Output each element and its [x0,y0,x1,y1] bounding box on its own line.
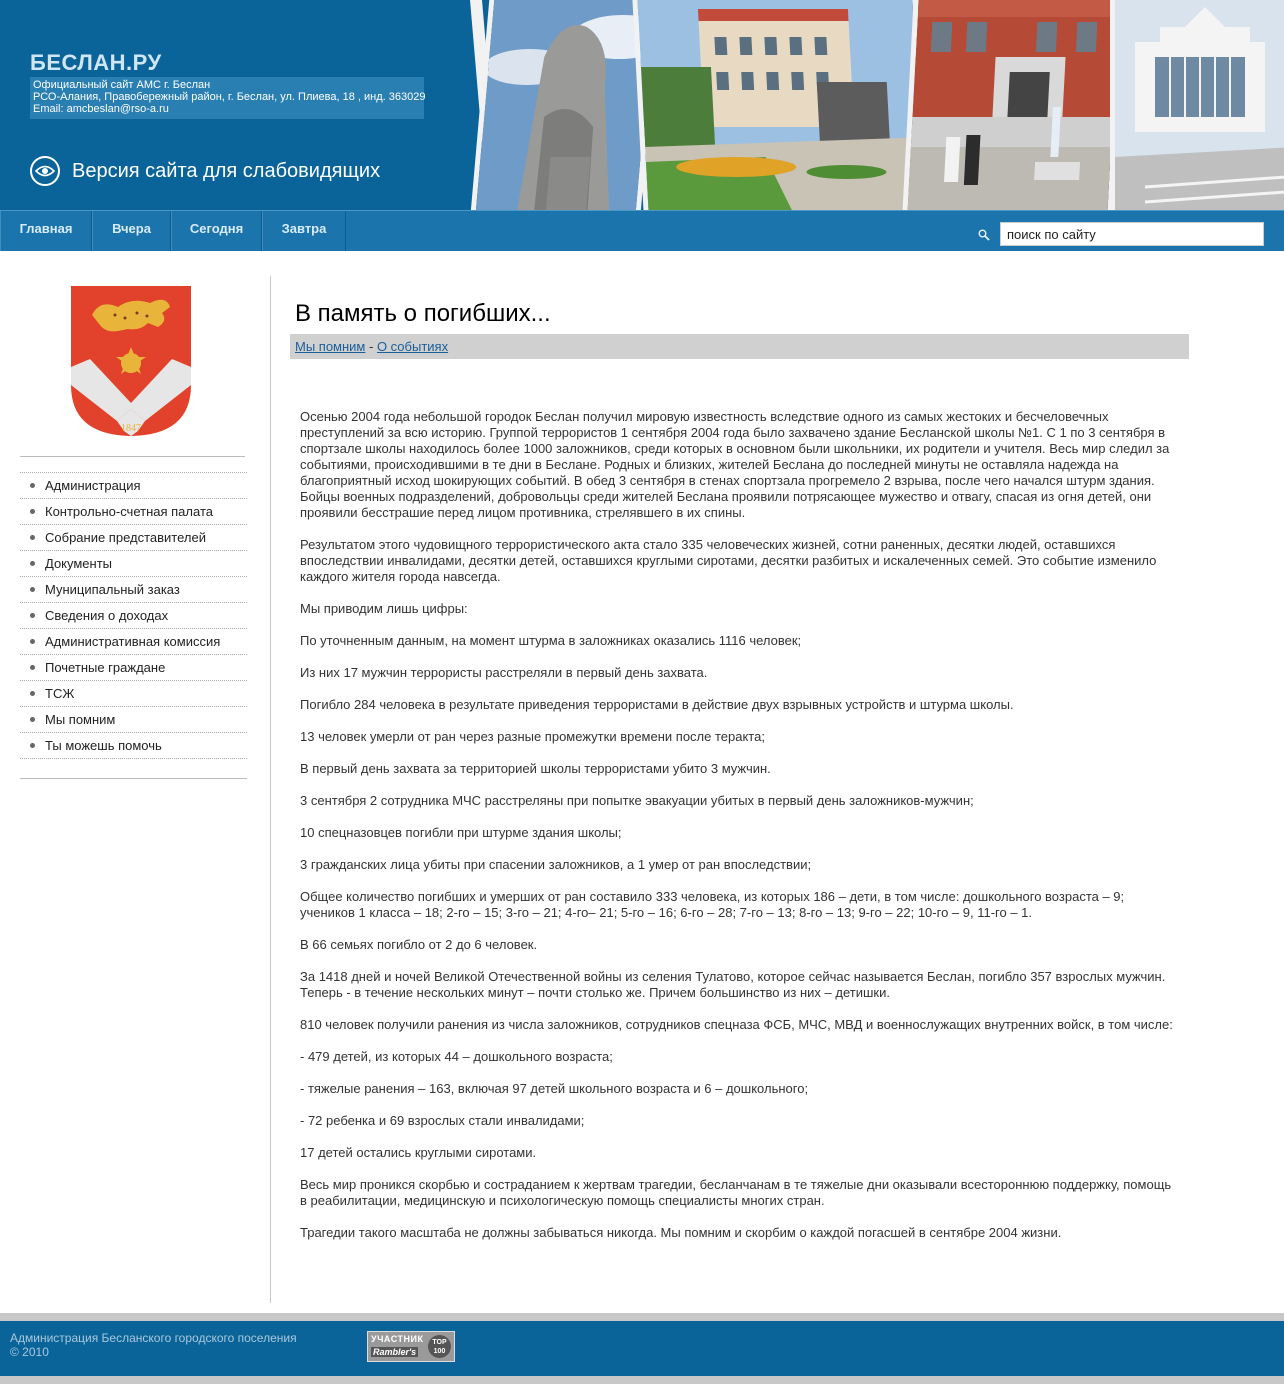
monument-photo [470,0,660,210]
breadcrumb [290,334,1189,359]
site-footer [0,1321,1284,1376]
article-paragraph: Погибло 284 человека в результате приведения террористами в действие двух взрывных устройств и штурма школы. [300,697,1014,712]
sidebar-item-administration[interactable]: Администрация [20,473,247,499]
article-paragraph: Общее количество погибших и умерших от ран составило 333 человека, из которых 186 – дети, в том числе: дошкольного возраста – 9; учеников 1 класса – 18; 2-го – 15; 3-го – 21; 4-го– 21; 5-го – 16; 6-го – 28; 7-го – 13; 8-го – 13; 9-го – 22; 10-го – 9, 11-го – 1. [300,889,1125,920]
site-info-line: Email: amcbeslan@rso-a.ru [33,103,169,115]
site-info-line: РСО-Алания, Правобережный район, г. Беслан, ул. Плиева, 18 , инд. 363029 [33,91,426,103]
sidebar-item-admin-commission[interactable]: Административная комиссия [20,629,247,655]
breadcrumb-link-we-remember[interactable]: Мы помним [295,339,366,354]
nav-today[interactable]: Сегодня [171,211,262,251]
breadcrumb-link-about-events[interactable]: О событиях [376,339,449,354]
article-paragraph: За 1418 дней и ночей Великой Отечественной войны из селения Тулатово, которое сейчас называется Беслан, погибло 357 взрослых мужчин. Теперь - в течение нескольких минут – почти столько же. Причем большинство из них – детишки. [300,969,1166,1000]
article-paragraph: Результатом этого чудовищного террористического акта стало 335 человеческих жизней, сотни раненных, десятки людей, оставшихся впоследствии инвалидами, десятки детей, оставшихся круглыми сиротами, десятки разбитых и искалеченных семей. Это событие изменило каждого жителя города навсегда. [300,537,1157,584]
article-body [300,409,1180,1257]
sidebar-item-you-can-help[interactable]: Ты можешь помочь [20,733,247,759]
site-contact-info [30,77,424,119]
article-paragraph: Из них 17 мужчин террористы расстреляли в первый день захвата. [300,665,708,680]
article-paragraph: - 72 ребенка и 69 взрослых стали инвалидами; [300,1113,585,1128]
administration-building-photo [902,0,1124,210]
article-paragraph: Весь мир проникся скорбью и состраданием к жертвам трагедии, бесланчанам в те тяжелые дни оказывали всестороннюю поддержку, помощь в реабилитации, медицинскую и психологическую помощь специалисты многих стран. [300,1177,1172,1208]
article-paragraph: 10 спецназовцев погибли при штурме здания школы; [300,825,622,840]
nav-tomorrow[interactable]: Завтра [262,211,346,251]
article-paragraph: 3 сентября 2 сотрудника МЧС расстреляны при попытке эвакуации убитых в первый день заложников-мужчин; [300,793,974,808]
sidebar-item-we-remember[interactable]: Мы помним [20,707,247,733]
footer-org-name: Администрация Бесланского городского поселения [10,1331,297,1345]
low-vision-label[interactable]: Версия сайта для слабовидящих [72,159,381,182]
coat-of-arms-logo [70,285,192,442]
badge-top100-label: TOP 100 [428,1335,451,1358]
header-photo-collage [470,0,1284,210]
nav-home[interactable]: Главная [0,211,92,251]
article-paragraph: 17 детей остались круглыми сиротами. [300,1145,537,1160]
sidebar-item-hoa[interactable]: ТСЖ [20,681,247,707]
footer-copyright [10,1331,297,1359]
footer-year: © 2010 [10,1345,49,1359]
article-paragraph: - тяжелые ранения – 163, включая 97 детей школьного возраста и 6 – дошкольного; [300,1081,809,1096]
breadcrumb-separator: - [365,339,377,354]
sidebar-item-assembly[interactable]: Собрание представителей [20,525,247,551]
article-paragraph: По уточненным данным, на момент штурма в заложниках оказались 1116 человек; [300,633,802,648]
article-paragraph: Мы приводим лишь цифры: [300,601,468,616]
sidebar-item-income-info[interactable]: Сведения о доходах [20,603,247,629]
article-paragraph: В 66 семьях погибло от 2 до 6 человек. [300,937,538,952]
nav-yesterday[interactable]: Вчера [92,211,171,251]
article-paragraph: 810 человек получили ранения из числа заложников, сотрудников спецназа ФСБ, МЧС, МВД и военнослужащих внутренних войск, в том числе: [300,1017,1173,1032]
footer-band [0,1313,1284,1321]
modern-building-photo [1110,0,1284,210]
rambler-top100-badge[interactable] [367,1331,455,1362]
low-vision-link[interactable] [30,156,380,186]
column-divider [270,276,271,1303]
article-paragraph: 13 человек умерли от ран через разные промежутки времени после теракта; [300,729,765,744]
site-title[interactable]: БЕСЛАН.РУ [30,50,162,75]
search-input[interactable] [1000,222,1264,246]
search-icon[interactable] [978,228,990,246]
sidebar-item-documents[interactable]: Документы [20,551,247,577]
article-paragraph: Осенью 2004 года небольшой городок Беслан получил мировую известность вследствие одного из самых жестоких и бесчеловечных преступлений за всю историю. Группой террористов 1 сентября 2004 года было захвачено здание Бесланской школы №1. С 1 по 3 сентября в спортзале школы находилось более 1000 заложников, среди которых в основном были школьники, их родители и учителя. Весь мир следил за событиями, происходившими в те дни в Беслане. Родных и близких, жителей Беслана до последней минуты не оставляла надежда на благоприятный исход шокирующих событий. В обед 3 сентября в стенах спортзала прогремело 2 взрыва, после чего начался штурм здания. Бойцы военных подразделений, добровольцы среди жителей Беслана проявили потрясающее мужество и отвагу, спасая из огня детей, они проявили бесстрашие перед лицом противника, стрелявшего в их спины. [300,409,1170,520]
article-paragraph: Трагедии такого масштаба не должны забываться никогда. Мы помним и скорбим о каждой погасшей в сентябре 2004 жизни. [300,1225,1062,1240]
coat-of-arms-year: 1847 [121,423,141,434]
badge-rambler-label: Rambler's [373,1347,417,1357]
article-paragraph: - 479 детей, из которых 44 – дошкольного возраста; [300,1049,613,1064]
town-square-photo [632,0,929,210]
sidebar-divider [20,456,245,457]
eye-icon[interactable] [30,156,60,186]
site-info-line: Официальный сайт АМС г. Беслан [33,79,211,91]
sidebar-menu [20,472,247,759]
sidebar-item-audit-chamber[interactable]: Контрольно-счетная палата [20,499,247,525]
page-title: В память о погибших... [295,300,551,327]
main-navigation [0,210,1284,251]
site-header [0,0,1284,210]
sidebar-divider [20,778,247,779]
article-paragraph: В первый день захвата за территорией школы террористами убито 3 мужчин. [300,761,771,776]
badge-participant-label: УЧАСТНИК [371,1334,424,1344]
article-paragraph: 3 гражданских лица убиты при спасении заложников, а 1 умер от ран впоследствии; [300,857,812,872]
sidebar-item-municipal-order[interactable]: Муниципальный заказ [20,577,247,603]
footer-band [0,1376,1284,1384]
sidebar-item-honorary-citizens[interactable]: Почетные граждане [20,655,247,681]
